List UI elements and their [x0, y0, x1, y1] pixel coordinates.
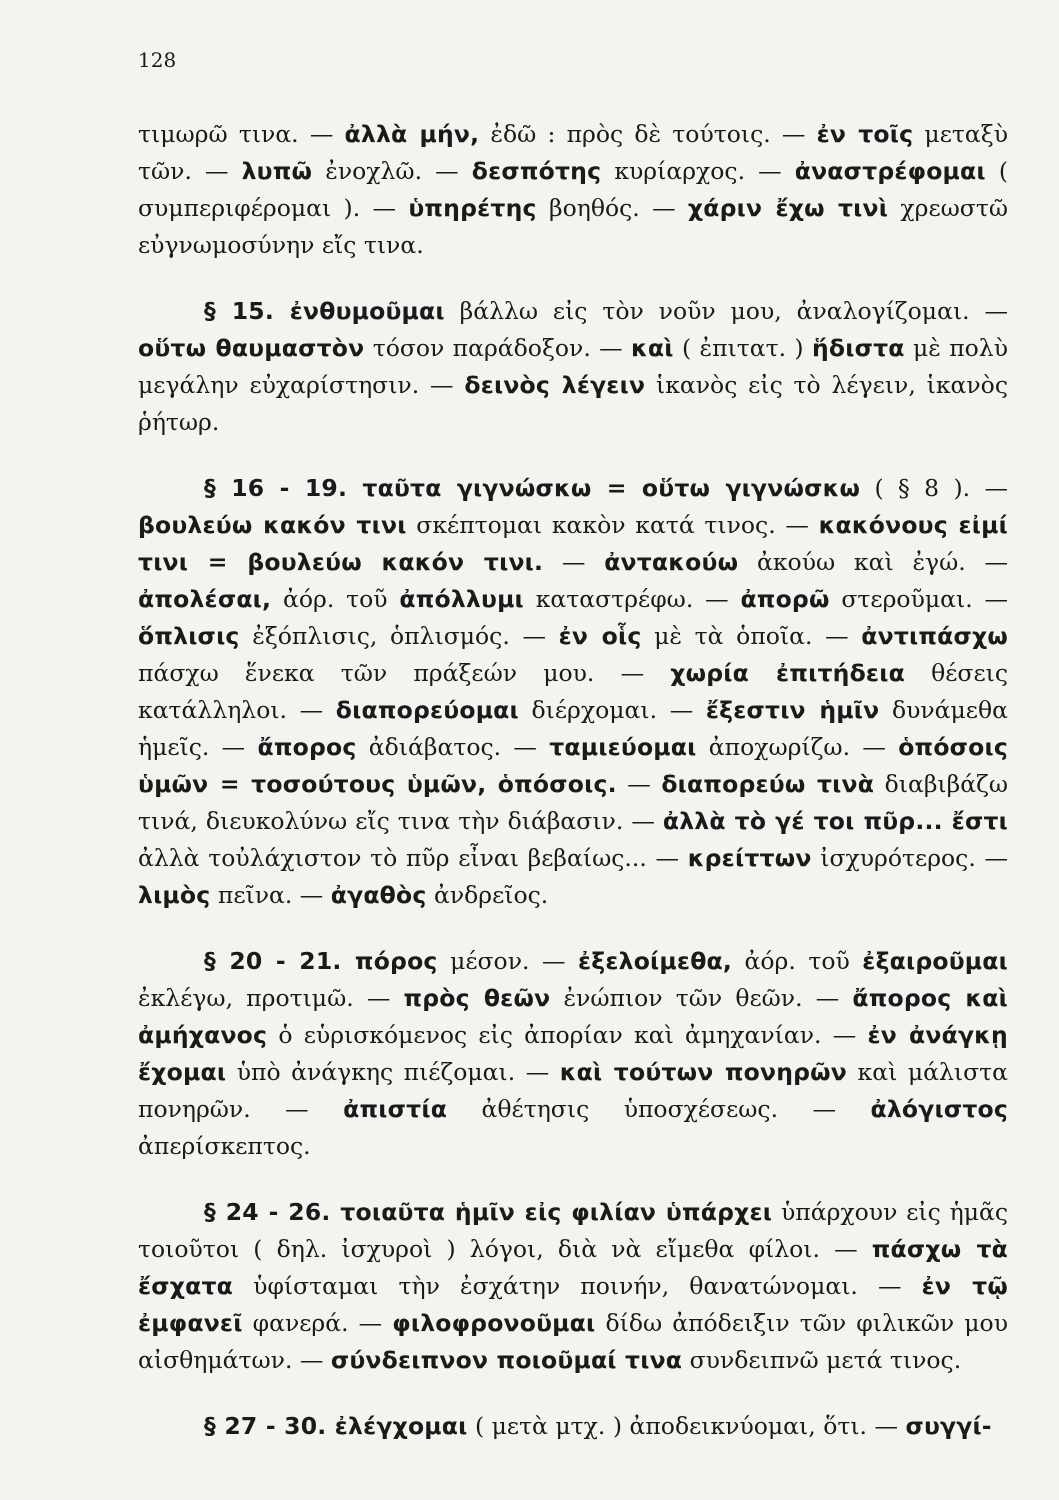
lemma-term: ἀντακούω: [604, 548, 739, 576]
gloss-text: τιμωρῶ τινα. —: [138, 120, 345, 148]
gloss-text: βάλλω εἰς τὸν νοῦν μου, ἀναλογίζομαι. —: [444, 297, 1008, 325]
lemma-term: ἀγαθὸς: [330, 881, 427, 909]
lemma-term: ἀντιπάσχω: [861, 622, 1008, 650]
lemma-term: φιλοφρονοῦμαι: [392, 1309, 596, 1337]
gloss-text: τόσον παράδοξον. —: [364, 334, 631, 362]
lemma-term: § 16 - 19. ταῦτα γιγνώσκω = οὕτω γιγνώσκω: [204, 474, 861, 502]
gloss-text: δίδω ἀπόδειξιν τῶν φιλικῶν μου αἰσθημάτων. —: [138, 1309, 1008, 1374]
gloss-text: μὲ πολὺ μεγάλην εὐχαρίστησιν. —: [138, 334, 1008, 399]
gloss-text: ἰσχυρότερος. —: [811, 844, 1009, 872]
paragraph: [138, 1194, 1008, 1379]
page-number: 128: [138, 48, 177, 72]
lemma-term: ἐν ἀνάγκῃ ἔχομαι: [138, 1021, 1008, 1086]
lemma-term: § 24 - 26. τοιαῦτα ἡμῖν εἰς φιλίαν ὑπάρχει: [204, 1198, 773, 1226]
lemma-term: ἐν τοῖς: [816, 120, 914, 148]
lemma-term: ἄπορος καὶ ἀμήχανος: [138, 984, 1008, 1049]
gloss-text: συνδειπνῶ μετά τινος.: [682, 1346, 962, 1374]
gloss-text: φανερά. —: [242, 1309, 393, 1337]
lemma-term: ἀναστρέφομαι: [794, 157, 986, 185]
lemma-term: ἀλόγιστος: [870, 1095, 1008, 1123]
paragraph: [138, 470, 1008, 914]
gloss-text: ἀδιάβατος. —: [356, 733, 550, 761]
lemma-term: σύνδειπνον ποιοῦμαί τινα: [330, 1346, 683, 1374]
lemma-term: ἔξεστιν ἡμῖν: [705, 696, 880, 724]
lemma-term: ἥδιστα: [811, 334, 905, 362]
paragraph: [138, 293, 1008, 441]
lemma-term: ἐξαιροῦμαι: [862, 947, 1008, 975]
lemma-term: § 15. ἐνθυμοῦμαι: [204, 297, 445, 325]
gloss-text: καταστρέφω. —: [523, 585, 741, 613]
lemma-term: πρὸς θεῶν: [403, 984, 551, 1012]
gloss-text: ( μετὰ μτχ. ) ἀποδεικνύομαι, ὅτι. —: [467, 1412, 906, 1440]
gloss-text: διέρχομαι. —: [518, 696, 706, 724]
gloss-text: ἐξόπλισις, ὁπλισμός. —: [239, 622, 559, 650]
lemma-term: λυπῶ: [241, 157, 313, 185]
gloss-text: σκέπτομαι κακὸν κατά τινος. —: [406, 511, 819, 539]
lemma-term: καὶ τούτων πονηρῶν: [559, 1058, 848, 1086]
lemma-term: ἐν τῷ ἐμφανεῖ: [138, 1272, 1009, 1337]
gloss-text: ἀνδρεῖος.: [426, 881, 549, 909]
gloss-text: ὑπὸ ἀνάγκης πιέζομαι. —: [226, 1058, 560, 1086]
gloss-text: μέσον. —: [437, 947, 578, 975]
lemma-term: καὶ: [631, 334, 674, 362]
lemma-term: ἐν οἷς: [558, 622, 642, 650]
gloss-text: μὲ τὰ ὁποῖα. —: [641, 622, 862, 650]
gloss-text: χρεωστῶ εὐγνωμοσύνην εἴς τινα.: [138, 194, 1009, 259]
lemma-term: ἀπιστία: [343, 1095, 448, 1123]
gloss-text: μεταξὺ τῶν. —: [138, 120, 1008, 185]
gloss-text: πεῖνα. —: [210, 881, 331, 909]
lemma-term: κρείττων: [687, 844, 812, 872]
gloss-text: —: [543, 548, 605, 576]
lemma-term: ἀπολέσαι,: [138, 585, 272, 613]
lemma-term: δεινὸς λέγειν: [464, 371, 646, 399]
lemma-term: ἄπορος: [257, 733, 357, 761]
gloss-text: θέσεις κατάλληλοι. —: [138, 659, 1009, 724]
lemma-term: χάριν ἔχω τινὶ: [687, 194, 889, 222]
gloss-text: καὶ μάλιστα πονηρῶν. —: [138, 1058, 1009, 1123]
document-body: [138, 116, 1008, 1474]
lemma-term: συγγί-: [905, 1412, 992, 1440]
lemma-term: ὁπόσοις ὑμῶν = τοσούτους ὑμῶν, ὁπόσοις.: [138, 733, 1008, 798]
paragraph: [138, 1408, 1008, 1445]
gloss-text: κυρίαρχος. —: [601, 157, 795, 185]
gloss-text: ἐκλέγω, προτιμῶ. —: [138, 984, 404, 1012]
gloss-text: ἀπερίσκεπτος.: [138, 1132, 311, 1160]
gloss-text: ( συμπεριφέρομαι ). —: [138, 157, 1009, 222]
gloss-text: βοηθός. —: [536, 194, 688, 222]
gloss-text: ὑπάρχουν εἰς ἡμᾶς τοιοῦτοι ( δηλ. ἰσχυροὶ ) λόγοι, διὰ νὰ εἴμεθα φίλοι. —: [138, 1198, 1008, 1263]
gloss-text: ἀόρ. τοῦ: [732, 947, 863, 975]
lemma-term: ταμιεύομαι: [549, 733, 697, 761]
lemma-term: § 20 - 21. πόρος: [204, 947, 438, 975]
lemma-term: ἀπόλλυμι: [399, 585, 524, 613]
gloss-text: ὁ εὑρισκόμενος εἰς ἀπορίαν καὶ ἀμηχανίαν. —: [267, 1021, 868, 1049]
gloss-text: ἀθέτησις ὑποσχέσεως. —: [447, 1095, 871, 1123]
lemma-term: διαπορεύομαι: [335, 696, 519, 724]
lemma-term: ἀλλὰ τὸ γέ τοι πῦρ... ἔστι: [662, 807, 1008, 835]
gloss-text: ὑφίσταμαι τὴν ἐσχάτην ποινήν, θανατώνομαι. —: [233, 1272, 922, 1300]
gloss-text: ἀποχωρίζω. —: [696, 733, 899, 761]
lemma-term: ἀλλὰ μήν,: [344, 120, 480, 148]
lemma-term: ἐξελοίμεθα,: [578, 947, 733, 975]
lemma-term: χωρία ἐπιτήδεια: [670, 659, 905, 687]
gloss-text: ἀκούω καὶ ἐγώ. —: [738, 548, 1008, 576]
gloss-text: ( ἐπιτατ. ): [673, 334, 812, 362]
gloss-text: ἱκανὸς εἰς τὸ λέγειν, ἱκανὸς ῥήτωρ.: [138, 371, 1008, 436]
gloss-text: πάσχω ἕνεκα τῶν πράξεών μου. —: [138, 659, 671, 687]
gloss-text: δυνάμεθα ἡμεῖς. —: [138, 696, 1008, 761]
gloss-text: ἐνώπιον τῶν θεῶν. —: [550, 984, 853, 1012]
paragraph: [138, 116, 1008, 264]
lemma-term: δεσπότης: [471, 157, 602, 185]
gloss-text: ἀόρ. τοῦ: [271, 585, 400, 613]
lemma-term: οὕτω θαυμαστὸν: [138, 334, 365, 362]
gloss-text: στεροῦμαι. —: [829, 585, 1008, 613]
lemma-term: κακόνους εἰμί τινι = βουλεύω κακόν τινι.: [138, 511, 1008, 576]
lemma-term: διαπορεύω τινὰ: [661, 770, 875, 798]
gloss-text: διαβιβάζω τινά, διευκολύνω εἴς τινα τὴν διάβασιν. —: [138, 770, 1008, 835]
gloss-text: ἐνοχλῶ. —: [312, 157, 472, 185]
gloss-text: —: [616, 770, 662, 798]
gloss-text: ( § 8 ). —: [860, 474, 1008, 502]
lemma-term: § 27 - 30. ἐλέγχομαι: [204, 1412, 468, 1440]
paragraph: [138, 943, 1008, 1165]
lemma-term: ὅπλισις: [138, 622, 240, 650]
lemma-term: ὑπηρέτης: [408, 194, 537, 222]
lemma-term: βουλεύω κακόν τινι: [138, 511, 407, 539]
lemma-term: ἀπορῶ: [740, 585, 830, 613]
lemma-term: λιμὸς: [138, 881, 211, 909]
gloss-text: ἀλλὰ τοὐλάχιστον τὸ πῦρ εἶναι βεβαίως... —: [138, 844, 688, 872]
lemma-term: πάσχω τὰ ἔσχατα: [138, 1235, 1008, 1300]
gloss-text: ἐδῶ : πρὸς δὲ τούτοις. —: [479, 120, 817, 148]
